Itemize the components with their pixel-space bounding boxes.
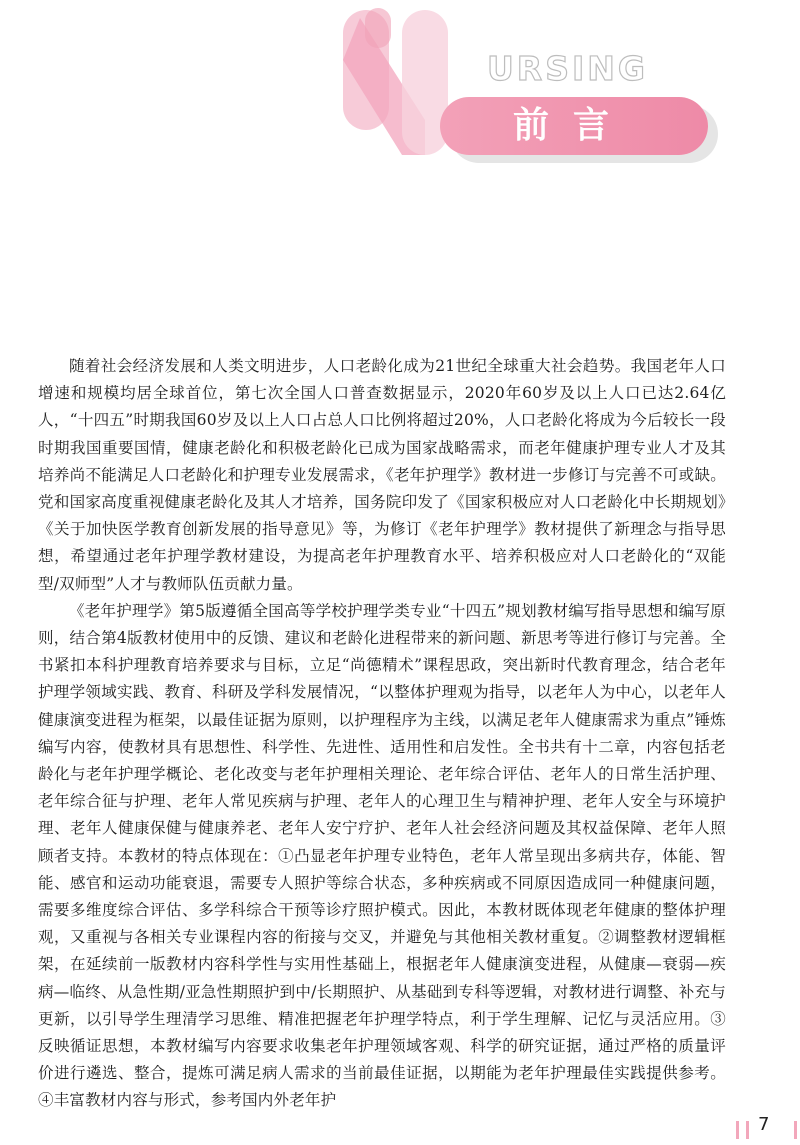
preface-body xyxy=(38,353,726,1115)
page-title: 前言 xyxy=(513,105,634,146)
page-number: 7 xyxy=(758,1114,770,1135)
footer-tick xyxy=(746,1121,749,1139)
footer-tick xyxy=(794,1121,797,1139)
preface-paragraph-2: 《老年护理学》第5版遵循全国高等学校护理学类专业“十四五”规划教材编写指导思想和编写原则，结合第4版教材使用中的反馈、建议和老龄化进程带来的新问题、新思考等进行修订与完善。全书紧扣本科护理教育培养要求与目标，立足“尚德精术”课程思政，突出新时代教育理念，结合老年护理学领域实践、教育、科研及学科发展情况，“以整体护理观为指导，以老年人为中心，以老年人健康演变进程为框架，以最佳证据为原则，以护理程序为主线，以满足老年人健康需求为重点”锤炼编写内容，使教材具有思想性、科学性、先进性、适用性和启发性。全书共有十二章，内容包括老龄化与老年护理学概论、老化改变与老年护理相关理论、老年综合评估、老年人的日常生活护理、老年综合征与护理、老年人常见疾病与护理、老年人的心理卫生与精神护理、老年人安全与环境护理、老年人健康保健与健康养老、老年人安宁疗护、老年人社会经济问题及其权益保障、老年人照顾者支持。本教材的特点体现在：①凸显老年护理专业特色，老年人常呈现出多病共存，体能、智能、感官和运动功能衰退，需要专人照护等综合状态，多种疾病或不同原因造成同一种健康问题，需要多维度综合评估、多学科综合干预等诊疗照护模式。因此，本教材既体现老年健康的整体护理观，又重视与各相关专业课程内容的衔接与交叉，并避免与其他相关教材重复。②调整教材逻辑框架，在延续前一版教材内容科学性与实用性基础上，根据老年人健康演变进程，从健康—衰弱—疾病—临终、从急性期/亚急性期照护到中/长期照护、从基础到专科等逻辑，对教材进行调整、补充与更新，以引导学生理清学习思维、精准把握老年护理学特点，利于学生理解、记忆与灵活应用。③反映循证思想，本教材编写内容要求收集老年护理领域客观、科学的研究证据，通过严格的质量评价进行遴选、整合，提炼可满足病人需求的当前最佳证据，以期能为老年护理最佳实践提供参考。④丰富教材内容与形式，参考国内外老年护 xyxy=(38,601,726,1110)
footer-tick xyxy=(736,1121,739,1139)
preface-paragraph-1: 随着社会经济发展和人类文明进步，人口老龄化成为21世纪全球重大社会趋势。我国老年人口增速和规模均居全球首位，第七次全国人口普查数据显示，2020年60岁及以上人口已达2.64亿人，“十四五”时期我国60岁及以上人口占总人口比例将超过20%，人口老龄化将成为今后较长一段时期我国重要国情，健康老龄化和积极老龄化已成为国家战略需求，而老年健康护理专业人才及其培养尚不能满足人口老龄化和护理专业发展需求，《老年护理学》教材进一步修订与完善不可或缺。党和国家高度重视健康老龄化及其人才培养，国务院印发了《国家积极应对人口老龄化中长期规划》《关于加快医学教育创新发展的指导意见》等，为修订《老年护理学》教材提供了新理念与指导思想，希望通过老年护理学教材建设，为提高老年护理教育水平、培养积极应对人口老龄化的“双能型/双师型”人才与教师队伍贡献力量。 xyxy=(38,357,726,593)
brand-word-ursing: URSING xyxy=(487,49,648,88)
letter-n-graphic xyxy=(343,8,448,155)
